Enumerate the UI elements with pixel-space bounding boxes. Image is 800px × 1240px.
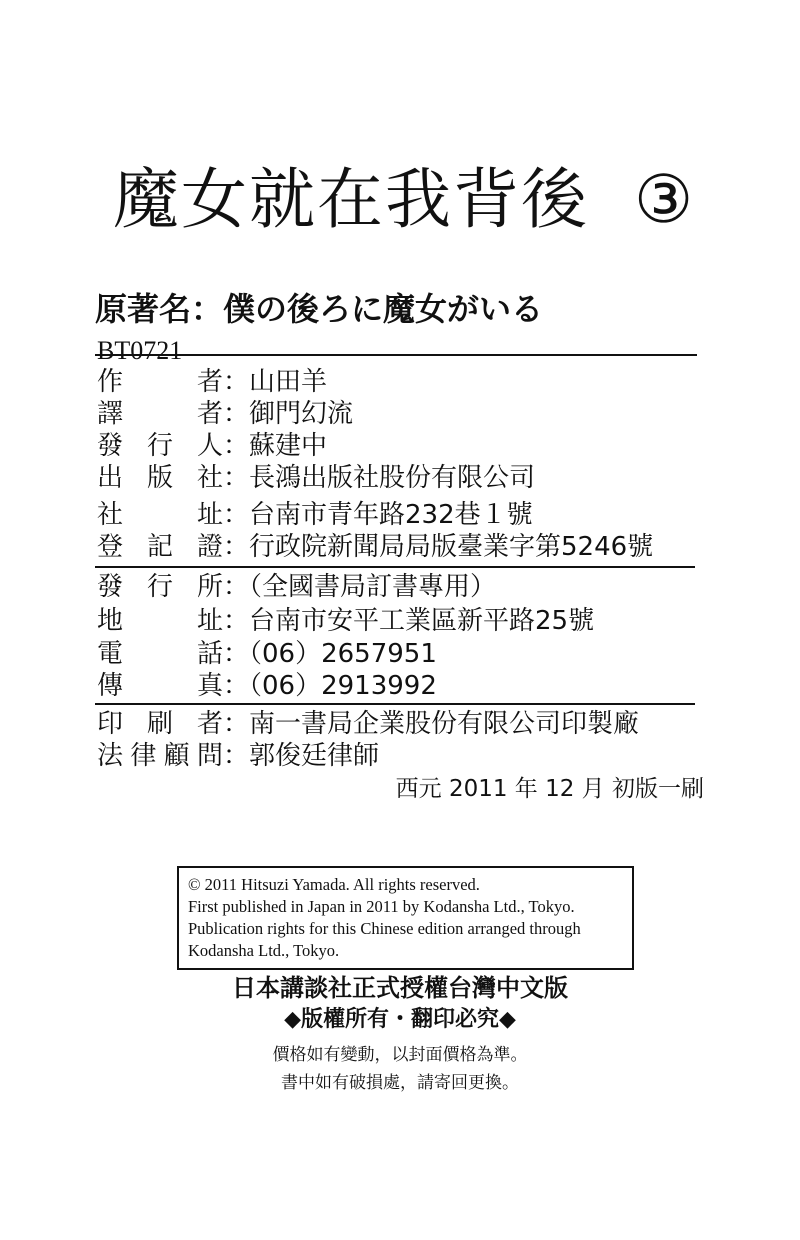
row-label xyxy=(97,531,223,563)
diamond-icon: ◆ xyxy=(499,1007,516,1032)
label-char: 電 xyxy=(97,639,124,669)
label-char: 者 xyxy=(196,367,223,397)
row-label xyxy=(97,462,223,494)
label-char: 者 xyxy=(196,709,223,739)
label-char: 問 xyxy=(196,741,223,771)
row-label xyxy=(97,605,223,637)
row-label xyxy=(97,499,223,531)
label-char: 所 xyxy=(196,572,223,602)
row-label xyxy=(97,670,223,702)
row-value: ：山田羊 xyxy=(223,367,328,397)
row-value: ：行政院新聞局局版臺業字第5246號 xyxy=(223,532,654,562)
copyright-line: First published in Japan in 2011 by Kodansha Ltd., Tokyo. xyxy=(188,897,575,916)
label-char: 行 xyxy=(146,572,173,602)
label-char: 印 xyxy=(97,709,124,739)
damage-note: 書中如有破損處，請寄回更換。 xyxy=(281,1073,519,1093)
row-label xyxy=(97,571,223,603)
rule-top xyxy=(95,354,697,356)
label-char: 真 xyxy=(196,671,223,701)
label-char: 傳 xyxy=(97,671,124,701)
copyright-line: Publication rights for this Chinese edition arranged through xyxy=(188,919,581,938)
row-label xyxy=(97,740,223,772)
row-value: ：台南市青年路232巷１號 xyxy=(223,500,533,530)
copyright-line: Kodansha Ltd., Tokyo. xyxy=(188,941,340,960)
label-char: 出 xyxy=(97,463,124,493)
label-char: 人 xyxy=(196,431,223,461)
copyright-box xyxy=(177,866,634,970)
row-value: ：御門幻流 xyxy=(223,399,354,429)
label-char: 社 xyxy=(196,463,223,493)
label-char: 律 xyxy=(130,741,157,771)
rights-text: 版權所有・翻印必究 xyxy=(300,1007,499,1032)
price-note: 價格如有變動，以封面價格為準。 xyxy=(272,1045,528,1065)
label-char: 法 xyxy=(97,741,124,771)
label-char: 作 xyxy=(97,367,124,397)
row-label xyxy=(97,708,223,740)
label-char: 顧 xyxy=(163,741,190,771)
edition-date: 西元 2011 年 12 月 初版一刷 xyxy=(395,776,704,802)
row-value: ：南一書局企業股份有限公司印製廠 xyxy=(223,709,640,739)
label-char: 發 xyxy=(97,572,124,602)
label-char: 譯 xyxy=(97,399,124,429)
label-char: 址 xyxy=(196,606,223,636)
copyright-line: © 2011 Hitsuzi Yamada. All rights reserved. xyxy=(188,875,480,894)
title-text: 魔女就在我背後 xyxy=(113,161,589,238)
row-value: ：（06）2657951 xyxy=(223,639,437,669)
label-char: 證 xyxy=(196,532,223,562)
row-label xyxy=(97,638,223,670)
rights-reserved xyxy=(0,1005,800,1035)
label-char: 行 xyxy=(146,431,173,461)
row-label xyxy=(97,398,223,430)
label-char: 登 xyxy=(97,532,124,562)
book-title xyxy=(113,160,695,240)
label-char: 刷 xyxy=(146,709,173,739)
row-value: ：（全國書局訂書專用） xyxy=(223,572,497,602)
diamond-icon: ◆ xyxy=(284,1007,301,1032)
row-label xyxy=(97,366,223,398)
row-value: ：台南市安平工業區新平路25號 xyxy=(223,606,595,636)
label-char: 社 xyxy=(97,500,124,530)
label-char: 版 xyxy=(146,463,173,493)
row-value: ：（06）2913992 xyxy=(223,671,437,701)
label-char: 發 xyxy=(97,431,124,461)
original-title: 原著名：僕の後ろに魔女がいる xyxy=(95,290,544,328)
book-code: BT0721 xyxy=(97,336,183,365)
rule-distribution xyxy=(95,703,695,705)
row-value: ：郭俊廷律師 xyxy=(223,741,380,771)
authorization-notice: 日本講談社正式授權台灣中文版 xyxy=(232,974,568,1002)
label-char: 者 xyxy=(196,399,223,429)
label-char: 話 xyxy=(196,639,223,669)
row-label xyxy=(97,430,223,462)
row-value: ：蘇建中 xyxy=(223,431,328,461)
label-char: 地 xyxy=(97,606,124,636)
label-char: 址 xyxy=(196,500,223,530)
label-char: 記 xyxy=(146,532,173,562)
row-value: ：長鴻出版社股份有限公司 xyxy=(223,463,536,493)
volume-number: ③ xyxy=(633,161,696,238)
rule-credits xyxy=(95,566,695,568)
